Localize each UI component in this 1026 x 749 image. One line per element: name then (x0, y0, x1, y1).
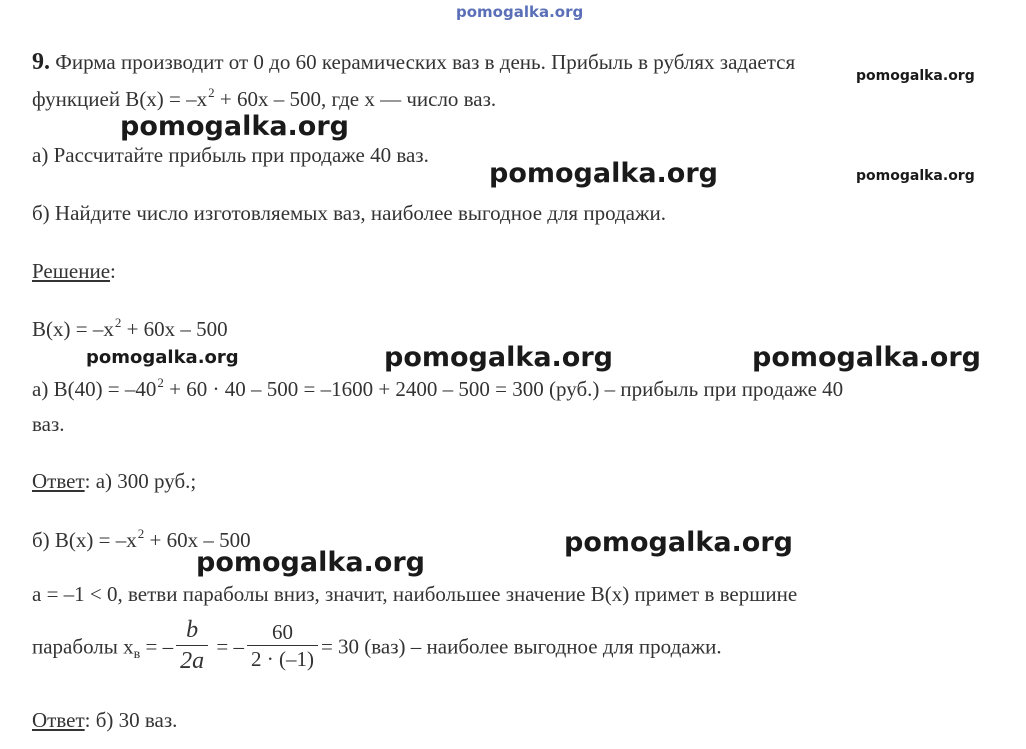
watermark: pomogalka.org (856, 68, 975, 84)
vertex-result: = 30 (ваз) – наиболее выгодное для продажи. (320, 634, 722, 659)
solution-part-a (32, 375, 844, 401)
problem-func-pre: функцией B(x) = –x (32, 87, 208, 111)
answer-a-text: : а) 300 руб.; (84, 469, 197, 493)
watermark-top[interactable]: pomogalka.org (456, 3, 584, 21)
solution-heading (32, 261, 116, 282)
answer-b-label: Ответ (32, 708, 85, 732)
watermark: pomogalka.org (196, 547, 425, 578)
watermark: pomogalka.org (856, 168, 975, 184)
problem-number: 9. (32, 49, 50, 75)
solution-b-pre: б) B(x) = –x (32, 528, 137, 552)
answer-a (32, 471, 196, 492)
fraction-b-over-2a (176, 615, 208, 676)
watermark: pomogalka.org (86, 347, 239, 368)
watermark: pomogalka.org (489, 158, 718, 189)
solution-heading-colon: : (110, 259, 116, 283)
answer-b-text: : б) 30 ваз. (84, 708, 178, 732)
problem-part-a: а) Рассчитайте прибыль при продаже 40 ваз. (32, 143, 429, 167)
problem-text-1: Фирма производит от 0 до 60 керамических ваз в день. Прибыль в рублях задается (55, 50, 796, 74)
watermark: pomogalka.org (384, 342, 613, 373)
solution-part-b-line3 (32, 618, 722, 679)
fraction-1-numerator: b (176, 615, 208, 646)
solution-func-exp: 2 (114, 315, 122, 330)
watermark: pomogalka.org (564, 527, 793, 558)
answer-a-label: Ответ (32, 469, 85, 493)
solution-heading-text: Решение (32, 259, 111, 283)
watermark: pomogalka.org (120, 111, 349, 142)
watermark: pomogalka.org (752, 342, 981, 373)
fraction-1-denominator: 2a (180, 648, 205, 674)
answer-b (32, 710, 177, 731)
fraction-2-numerator: 60 (247, 619, 318, 646)
solution-part-a-cont: ваз. (32, 412, 65, 436)
fraction-60-over-2 (247, 619, 318, 673)
problem-line-2 (32, 85, 497, 111)
vertex-subscript: в (133, 647, 141, 663)
fraction-2-denominator: 2 · (–1) (250, 647, 314, 671)
solution-a-exp: 2 (157, 375, 164, 390)
solution-b-exp: 2 (137, 526, 145, 541)
problem-func-exp: 2 (208, 85, 215, 100)
solution-part-b-line2: a = –1 < 0, ветви параболы вниз, значит, наибольшее значение B(x) примет в вершине (32, 582, 798, 606)
solution-function (32, 315, 228, 341)
solution-a-post: + 60 · 40 – 500 = –1600 + 2400 – 500 = 300 (руб.) – прибыль при продаже 40 (163, 377, 844, 401)
problem-line-1 (32, 50, 795, 74)
vertex-eq-1: = – (140, 634, 174, 659)
problem-func-post: + 60x – 500, где x — число ваз. (214, 87, 497, 111)
solution-func-pre: B(x) = –x (32, 317, 114, 341)
solution-a-pre: а) B(40) = –40 (32, 377, 157, 401)
solution-b-post: + 60x – 500 (144, 528, 251, 552)
solution-func-post: + 60x – 500 (121, 317, 228, 341)
problem-part-b: б) Найдите число изготовляемых ваз, наиболее выгодное для продажи. (32, 201, 666, 225)
vertex-x-label: параболы x (32, 634, 134, 659)
vertex-eq-2: = – (211, 634, 244, 659)
